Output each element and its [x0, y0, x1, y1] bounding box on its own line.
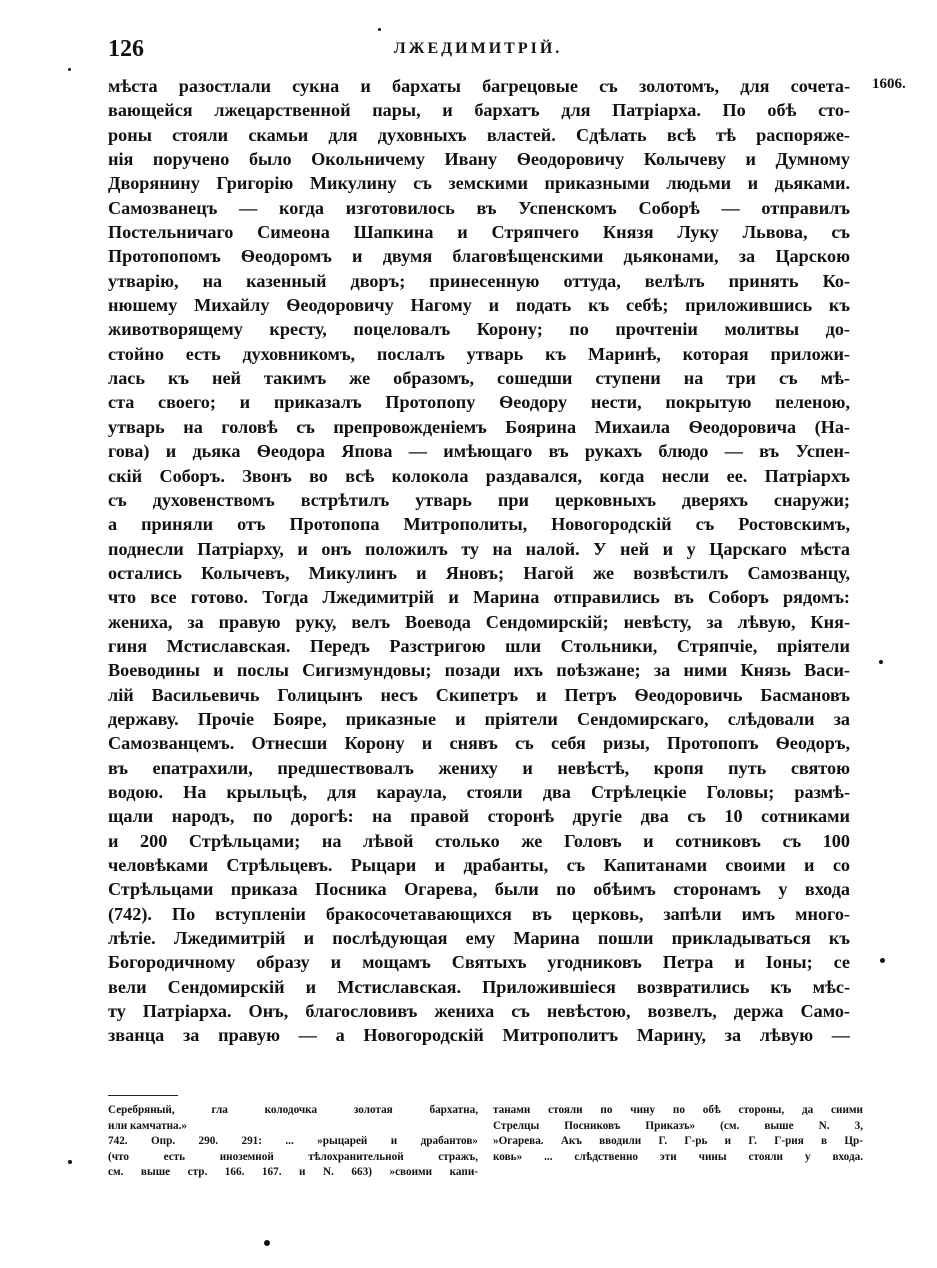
footnote-column-right [493, 1103, 863, 1165]
text-line: утварію, на казенный дворъ; принесенную оттуда, велѣлъ принять Ко- [108, 270, 850, 291]
text-line: державу. Прочіе Бояре, приказные и пріятели Сендомирскаго, слѣдовали за [108, 708, 850, 729]
page-header [108, 36, 850, 70]
footnote-line: см. выше стр. 166. 167. и N. 663) »своими капи- [108, 1166, 478, 1178]
text-line: остались Колычевъ, Микулинъ и Яновъ; Нагой же возвѣстилъ Самозванцу, [108, 562, 850, 583]
text-line: стойно есть духовникомъ, послалъ утварь къ Маринѣ, которая приложи- [108, 343, 850, 364]
text-line: гиня Мстиславская. Передъ Разстригою шли Стольники, Стряпчіе, пріятели [108, 635, 850, 656]
text-line: Стрѣльцами приказа Посника Огарева, были по обѣимъ сторонамъ у входа [108, 879, 850, 900]
text-line: и 200 Стрѣльцами; на лѣвой столько же Головъ и сотниковъ съ 100 [108, 830, 850, 851]
text-line: скій Соборъ. Звонъ во всѣ колокола раздавался, когда несли ее. Патріархъ [108, 465, 850, 486]
text-line: человѣками Стрѣльцевъ. Рыцари и драбанты, съ Капитанами своими и со [108, 855, 850, 875]
footnote-line: Стрелцы Посниковъ Приказъ» (см. выше N. 3, [493, 1119, 863, 1132]
text-line: роны стояли скамьи для духовныхъ властей. Сдѣлать всѣ тѣ распоряже- [108, 124, 850, 145]
text-line: лась къ ней такимъ же образомъ, сошедши ступени на три съ мѣ- [108, 368, 850, 389]
margin-year: 1606. [872, 76, 906, 92]
footnote-line: ковь» ... слѣдственно эти чины стояли у входа. [493, 1150, 863, 1163]
text-line: гова) и дьяка Ѳеодора Япова — имѣющаго въ рукахъ блюдо — въ Успен- [108, 441, 850, 462]
text-line: Воеводины и послы Сигизмундовы; позади ихъ поѣзжане; за ними Князь Васи- [108, 660, 850, 681]
text-line: мѣста разостлали сукна и бархаты багрецовые съ золотомъ, для сочета- [108, 76, 850, 96]
text-line: поднесли Патріарху, и онъ положилъ ту на налой. У ней и у Царскаго мѣста [108, 538, 850, 559]
text-line: щали народъ, по дорогѣ: на правой сторонѣ другіе два съ 10 сотниками [108, 806, 850, 827]
text-line: лѣтіе. Лжедимитрій и послѣдующая ему Марина пошли прикладываться къ [108, 928, 850, 949]
text-line: (742). По вступленіи бракосочетавающихся въ церковь, запѣли имъ много- [108, 903, 850, 924]
text-line: жениха, за правую руку, велъ Воевода Сендомирскій; невѣсту, за лѣвую, Кня- [108, 611, 850, 632]
scan-speck [879, 660, 883, 664]
footnote-line: »Огарева. Акъ вводили Г. Г-рь и Г. Г-рия в Цр- [493, 1135, 863, 1147]
text-line: вающейся лжецарственной пары, и бархатъ для Патріарха. По обѣ сто- [108, 100, 850, 121]
text-line: Дворянину Григорію Микулину съ земскими приказными людьми и дьяками. [108, 173, 850, 194]
text-line: съ духовенствомъ встрѣтилъ утварь при церковныхъ дверяхъ снаружи; [108, 489, 850, 510]
footnote-divider [108, 1095, 178, 1096]
running-head: ЛЖЕДИМИТРІЙ. [393, 40, 563, 57]
text-line: лій Васильевичь Голицынъ несъ Скипетръ и Петръ Ѳеодоровичь Басмановъ [108, 684, 850, 705]
text-line: Самозванцемъ. Отнесши Корону и снявъ съ себя ризы, Протопопъ Ѳеодоръ, [108, 733, 850, 754]
scan-speck [264, 1240, 270, 1246]
page-number: 126 [108, 36, 144, 62]
footnote-line: 742. Опр. 290. 291: ... »рыцарей и драбантов» [108, 1135, 478, 1147]
footnote-line: или камчатна.» [108, 1119, 187, 1132]
text-line: ту Патріарха. Онъ, благословивъ жениха съ невѣстою, возвелъ, держа Само- [108, 1001, 850, 1022]
text-line: Самозванецъ — когда изготовилось въ Успенскомъ Соборѣ — отправилъ [108, 197, 850, 218]
text-line: что все готово. Тогда Лжедимитрій и Марина отправились въ Соборъ рядомъ: [108, 587, 850, 608]
text-line: вели Сендомирскій и Мстиславская. Приложившіеся возвратились къ мѣс- [108, 976, 850, 997]
text-line: водою. На крыльцѣ, для караула, стояли два Стрѣлецкіе Головы; размѣ- [108, 781, 850, 802]
text-line: животворящему кресту, поцеловалъ Корону; по прочтеніи молитвы до- [108, 319, 850, 340]
footnote-column-left [108, 1103, 478, 1181]
text-line: нія поручено было Окольничему Ивану Ѳеодоровичу Колычеву и Думному [108, 149, 850, 170]
scan-speck [378, 28, 381, 31]
footnote-line: Серебряный, гла колодочка золотая бархатна, [108, 1104, 478, 1116]
text-line: а приняли отъ Протопопа Митрополиты, Новогородскій съ Ростовскимъ, [108, 514, 850, 535]
footnote-line: (что есть иноземной тѣлохранительной стражъ, [108, 1150, 478, 1163]
footnote-line: танами стояли по чину по обѣ стороны, да сиими [493, 1104, 863, 1116]
text-line: ста своего; и приказалъ Протопопу Ѳеодору нести, покрытую пеленою, [108, 392, 850, 413]
scan-speck [68, 1160, 72, 1164]
text-line: Протопопомъ Ѳеодоромъ и двумя благовѣщенскими дьяконами, за Царскою [108, 246, 850, 267]
body-text [108, 74, 850, 1048]
text-line: Постельничаго Симеона Шапкина и Стряпчего Князя Луку Львова, съ [108, 222, 850, 243]
text-line: нюшему Михайлу Ѳеодоровичу Нагому и подать къ себѣ; приложившись къ [108, 295, 850, 316]
text-line: Богородичному образу и мощамъ Святыхъ угодниковъ Петра и Іоны; се [108, 952, 850, 973]
scan-speck [880, 958, 885, 963]
text-line: въ епатрахили, предшествовалъ жениху и невѣстѣ, кропя путь святою [108, 757, 850, 778]
text-line: утварь на головѣ съ препровожденіемъ Боярина Михаила Ѳеодоровича (На- [108, 416, 850, 437]
text-line: званца за правую — а Новогородскій Митрополитъ Марину, за лѣвую — [108, 1025, 850, 1046]
scan-speck [68, 68, 71, 71]
